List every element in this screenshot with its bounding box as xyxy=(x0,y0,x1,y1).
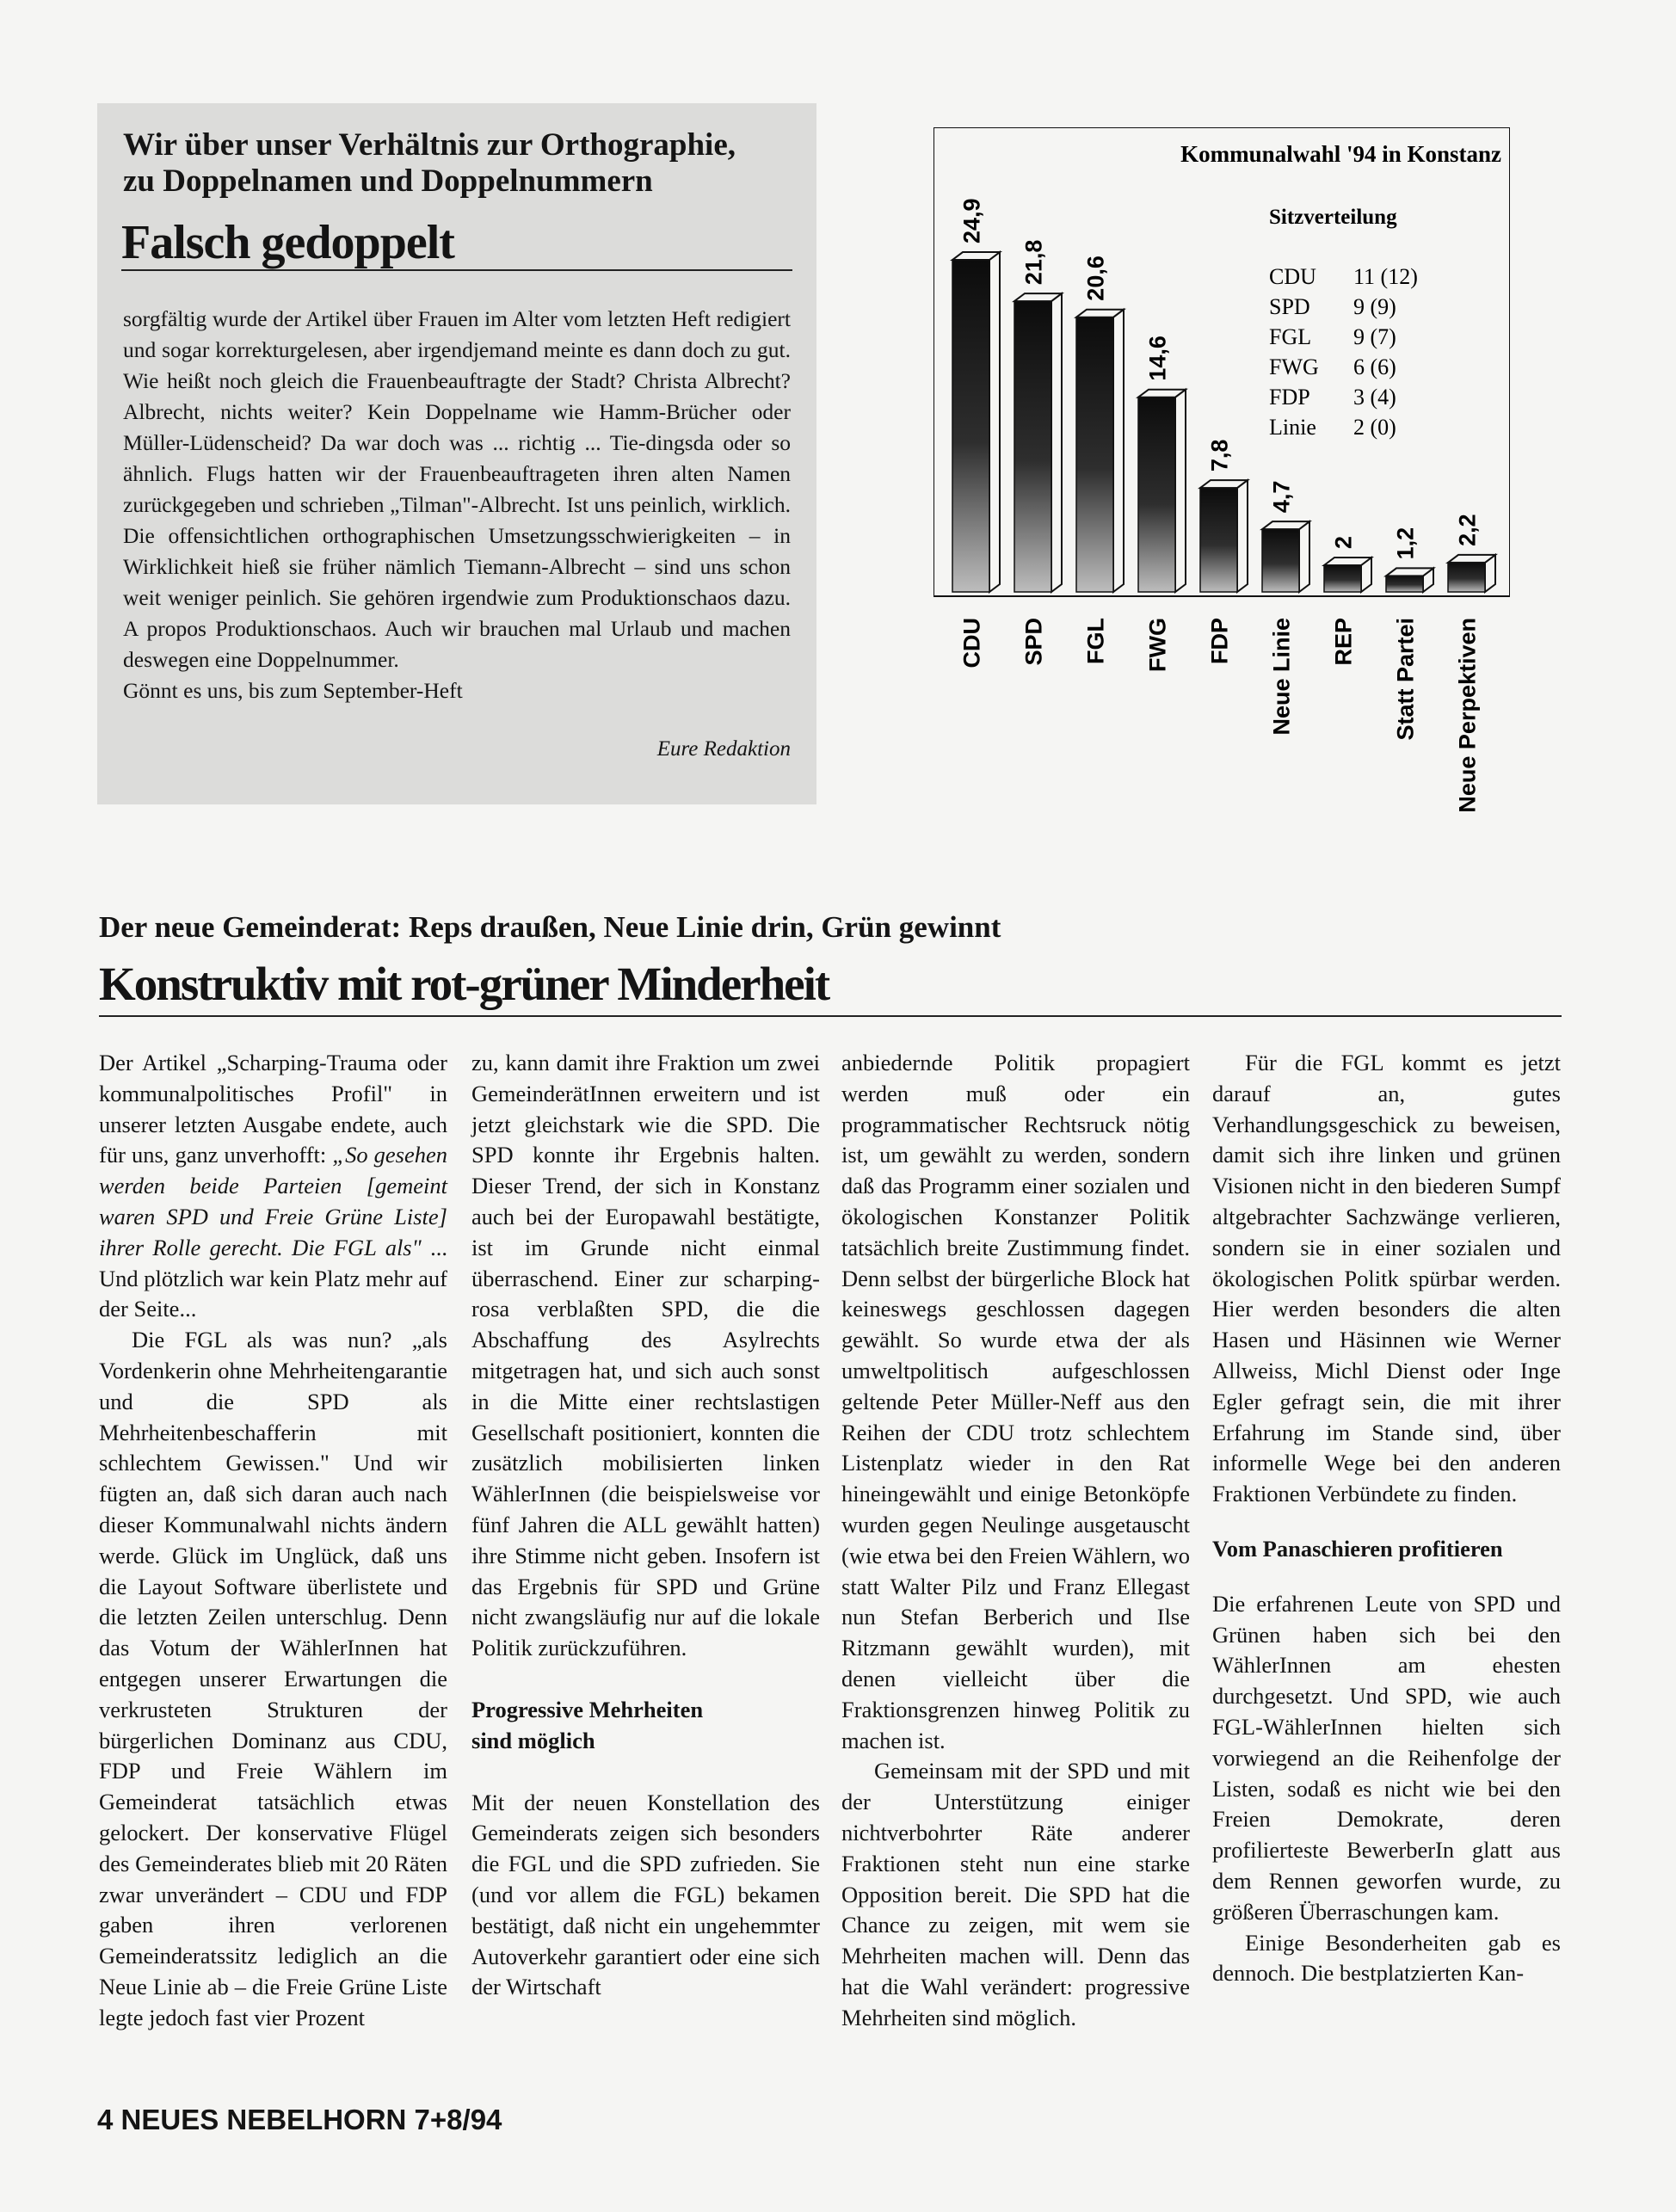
bar-side xyxy=(1051,293,1062,592)
category-label: SPD xyxy=(1020,618,1047,666)
category-label: CDU xyxy=(958,618,985,669)
article-column-3 xyxy=(841,1048,1190,2034)
headline-rule xyxy=(99,1015,1562,1017)
bar-value-label: 20,6 xyxy=(1082,256,1109,301)
bar-value-label: 21,8 xyxy=(1020,239,1047,286)
seats-party: CDU xyxy=(1269,264,1316,289)
page-footer: 4 NEUES NEBELHORN 7+8/94 xyxy=(97,2104,502,2135)
seats-party: FWG xyxy=(1269,354,1319,379)
editorial-kicker xyxy=(123,127,794,200)
paragraph: Gemeinsam mit der SPD und mit der Unterstützung einiger nichtverbohrter Räte anderer Fraktionen steht nun eine starke Opposition bereit. Die SPD hat die Chance zu zeigen, mit wem sie Mehrheiten machen will. Denn das hat die Wahl verändert: progressive Mehrheiten sind möglich. xyxy=(841,1758,1190,2030)
editorial-body xyxy=(123,304,791,706)
category-label: Neue Linie xyxy=(1268,618,1295,736)
bar-side xyxy=(1237,480,1248,592)
paragraph: Für die FGL kommt es jetzt darauf an, gutes Verhandlungsgeschick zu beweisen, damit sich ihre linken und grünen Visionen nicht in den biederen Sumpf altgebrachter Sachzwänge verlieren, sondern sie in einer sozialen und ökologischen Politk spürbar werden. Hier werden besonders die alten Hasen und Häsinnen wie Werner Allweiss, Michl Dienst oder Inge Egler gefragt sein, die mit ihrer Erfahrung im Stande sind, über informelle Wege bei den anderen Fraktionen Verbündete zu finden. xyxy=(1212,1050,1561,1507)
bar-side xyxy=(1113,310,1124,592)
bar xyxy=(1076,317,1113,592)
bar xyxy=(1448,563,1485,592)
bar xyxy=(1200,488,1237,592)
paragraph: zu, kann damit ihre Fraktion um zwei GemeinderätInnen erweitern und ist jetzt gleichstark wie die SPD. Die SPD konnte ihr Ergebnis halten. Dieser Trend, der sich in Konstanz auch bei der Europawahl bestätigte, ist im Grunde nicht einmal überraschend. Einer zur scharping-rosa verblaßten SPD, die die Abschaffung des Asylrechts mitgetragen hat, und sich auch sonst in die Mitte einer rechtslastigen Gesellschaft positioniert, konnten die zusätzlich mobilisierten linken WählerInnen (die beispielsweise vor fünf Jahren die ALL gewählt hatten) ihre Stimme nicht geben. Insofern ist das Ergebnis für SPD und Grüne nicht zwangsläufig nur auf die lokale Politik zurückzuführen. xyxy=(471,1050,820,1661)
bar-value-label: 1,2 xyxy=(1392,527,1419,560)
bar xyxy=(952,260,989,592)
editorial-kicker-line2: zu Doppelnamen und Doppelnummern xyxy=(123,163,653,199)
election-bar-chart xyxy=(934,127,1510,876)
seats-title: Sitzverteilung xyxy=(1269,206,1397,229)
quote-italic: „So gesehen werden beide Parteien [gemeint waren SPD und Freie Grüne Liste] ihrer Rolle gerecht. Die FGL als" xyxy=(99,1142,447,1260)
paragraph: anbiedernde Politik propagiert werden muß oder ein programmatischer Rechtsruck nötig ist, um gewählt zu werden, sondern daß das Programm einer sozialen und ökologischen Konstanzer Politik tatsächlich breite Zustimmung findet. Denn selbst der bürgerliche Block hat keineswegs geschlossen dagegen gewählt. So wurde etwa der als umweltpolitisch aufgeschlossen geltende Peter Müller-Neff aus den Reihen der CDU trotz schlechtem Listenplatz wieder in den Rat hineingewählt und einige Betonköpfe wurden gegen Neulinge ausgetauscht (wie etwa bei den Freien Wählern, wo statt Walter Pilz und Franz Ellegast nun Stefan Berberich und Ilse Ritzmann gewählt wurden), mit denen vielleicht über die Fraktionsgrenzen hinweg Politik zu machen ist. xyxy=(841,1050,1190,1753)
subheading xyxy=(471,1695,820,1757)
editorial-kicker-line1: Wir über unser Verhältnis zur Orthographie, xyxy=(123,127,736,163)
seats-table xyxy=(1269,264,1418,440)
editorial-closing: Gönnt es uns, bis zum September-Heft xyxy=(123,678,463,703)
article-column-2 xyxy=(471,1048,820,2003)
article-column-1 xyxy=(99,1048,447,2034)
bars xyxy=(952,198,1495,812)
seats-value: 3 (4) xyxy=(1353,385,1396,410)
category-label: Neue Perpektiven xyxy=(1454,618,1481,813)
text-run: Der Artikel „Scharping-Trauma oder kommunalpolitisches Profil" in unserer letzten Ausgabe endete, auch für uns, ganz unverhofft: xyxy=(99,1050,447,1168)
bar xyxy=(1324,565,1361,592)
seats-value: 2 (0) xyxy=(1353,415,1396,440)
seats-value: 11 (12) xyxy=(1353,264,1418,289)
bar xyxy=(1138,397,1175,592)
paragraph: Mit der neuen Konstellation des Gemeinderats zeigen sich besonders die FGL und die SPD zufrieden. Sie (und vor allem die FGL) bekamen bestätigt, daß nicht ein ungehemmter Autoverkehr garantiert oder eine sich der Wirtschaft xyxy=(471,1789,820,2000)
article-column-4 xyxy=(1212,1048,1561,1989)
bar-side xyxy=(989,252,1000,592)
bar-value-label: 7,8 xyxy=(1206,439,1233,472)
seats-value: 6 (6) xyxy=(1353,354,1396,379)
bar xyxy=(1014,301,1051,592)
paragraph xyxy=(99,1048,447,1325)
subheading-line2: sind möglich xyxy=(471,1727,595,1753)
bar-value-label: 2,2 xyxy=(1454,514,1481,546)
bar-value-label: 24,9 xyxy=(958,198,985,244)
text-run: ... Und plötzlich war kein Platz mehr auf der Seite... xyxy=(99,1234,448,1322)
bar-side xyxy=(1299,521,1309,592)
editorial-box xyxy=(97,103,816,804)
editorial-title: Falsch gedoppelt xyxy=(121,216,454,269)
bar xyxy=(1386,576,1423,592)
subheading-line1: Progressive Mehrheiten xyxy=(471,1696,704,1722)
bar-value-label: 14,6 xyxy=(1144,336,1171,381)
paragraph: Die FGL als was nun? „als Vordenkerin ohne Mehrheitengarantie und die SPD als Mehrheitenbeschafferin mit schlechtem Gewissen." Und wir fügten an, daß sich daran auch nach dieser Kommunalwahl nichts ändern werde. Glück im Unglück, daß uns die Layout Software überlistete und die letzten Zeilen unterschlug. Denn das Votum der WählerInnen hat entgegen unserer Erwartungen die verkrusteten Strukturen der bürgerlichen Dominanz aus CDU, FDP und Freie Wählern im Gemeinderat tatsächlich etwas gelockert. Der konservative Flügel des Gemeinderates blieb mit 20 Räten zwar unverändert – CDU und FDP gaben ihren verlorenen Gemeinderatssitz lediglich an die Neue Linie ab – die Freie Grüne Liste legte jedoch fast vier Prozent xyxy=(99,1327,447,2030)
seats-value: 9 (7) xyxy=(1353,324,1396,349)
category-label: FWG xyxy=(1144,618,1171,672)
seats-value: 9 (9) xyxy=(1353,294,1396,319)
seats-party: FGL xyxy=(1269,324,1312,349)
bar xyxy=(1262,529,1299,592)
seats-party: SPD xyxy=(1269,294,1310,319)
seats-party: FDP xyxy=(1269,385,1310,410)
category-label: Statt Partei xyxy=(1392,618,1419,741)
editorial-paragraph: sorgfältig wurde der Artikel über Frauen im Alter vom letzten Heft redigiert und sogar korrekturgelesen, aber irgendjemand meinte es dann doch zu gut. Wie heißt noch gleich die Frauenbeauftragte der Stadt? Christa Albrecht? Albrecht, nichts weiter? Kein Doppelname wie Hamm-Brücher oder Müller-Lüdenscheid? Da war doch was ... richtig ... Tie-dingsda oder so ähnlich. Flugs hatten wir der Frauenbeauftrageten ihren alten Namen zurückgegeben und schrieben „Tilman"-Albrecht. Ist uns peinlich, wirklich. Die offensichtlichen orthographischen Umsetzungsschwierigkeiten – in Wirklichkeit hieß sie früher nämlich Tiemann-Albrecht – sind uns schon weit weniger peinlich. Sie gehören irgendwie zum Produktionschaos dazu. A propos Produktionschaos. Auch wir brauchen mal Urlaub und machen deswegen eine Doppelnummer. xyxy=(123,306,791,672)
category-label: FGL xyxy=(1082,618,1109,664)
paragraph: Einige Besonderheiten gab es dennoch. Die bestplatzierten Kan- xyxy=(1212,1929,1561,1987)
editorial-signature: Eure Redaktion xyxy=(656,737,791,761)
bar-value-label: 2 xyxy=(1330,535,1357,549)
seats-party: Linie xyxy=(1269,415,1316,440)
bar-value-label: 4,7 xyxy=(1268,480,1295,514)
category-label: FDP xyxy=(1206,618,1233,664)
bar-side xyxy=(1175,390,1186,592)
editorial-rule xyxy=(121,269,792,271)
article-headline: Konstruktiv mit rot-grüner Minderheit xyxy=(99,958,829,1010)
category-label: REP xyxy=(1330,618,1357,666)
paragraph: Die erfahrenen Leute von SPD und Grünen haben sich bei den WählerInnen am ehesten durchgesetzt. Und SPD, wie auch FGL-WählerInnen hielten sich vorwiegend an die Reihenfolge der Listen, sodaß es nicht wie bei den Freien Demokrate, deren profiliertestе BewerberIn glatt aus dem Rennen geworfen wurde, zu größeren Überraschungen kam. xyxy=(1212,1590,1561,1925)
article-kicker: Der neue Gemeinderat: Reps draußen, Neue Linie drin, Grün gewinnt xyxy=(99,910,1001,944)
subheading: Vom Panaschieren profitieren xyxy=(1212,1535,1503,1562)
chart-title: Kommunalwahl '94 in Konstanz xyxy=(1180,141,1501,167)
